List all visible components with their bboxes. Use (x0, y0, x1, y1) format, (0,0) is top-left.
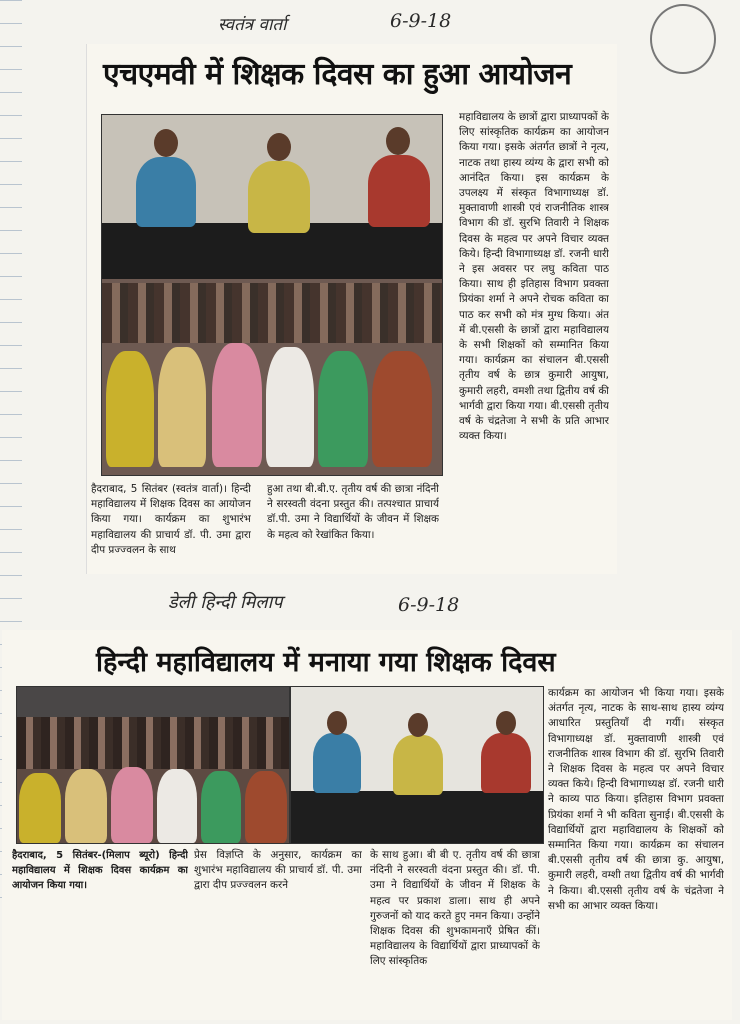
handwritten-date-2: 6-9-18 (398, 594, 460, 616)
clipping-2-col-4: कार्यक्रम का आयोजन भी किया गया। इसके अंतर्गत नृत्य, नाटक के साथ-साथ हास्य व्यंग्य आधारित प्रस्तुतियाँ दी गयीं। संस्कृत विभागाध्यक्ष डॉ. मुक्तावाणी शास्त्री एवं राजनीतिक शास्त्र विभाग की डॉ. सुरभि तिवारी ने शिक्षक दिवस के महत्व पर अपने विचार व्यक्त किये। हिन्दी विभागाध्यक्ष डॉ. रजनी धारी ने काव्य पाठ किया। इतिहास विभाग प्रवक्ता प्रियंका शर्मा ने भी कविता सुनाई। बी.एससी के विद्यार्थियों द्वारा महाविद्यालय के शिक्षकों को सम्मानित किया गया। कार्यक्रम का संचालन बी.एससी तृतीय वर्ष की छात्रा कु. आयुषा, कुमारी लहरी, वम्शी तथा द्वितीय वर्ष की भार्गवी ने किया। बी.एससी तृतीय वर्ष के चंद्रतेजा ने सभी का आभार व्यक्त किया। (548, 687, 724, 912)
clipping-1-col-left: हैदराबाद, 5 सितंबर (स्वतंत्र वार्ता)। हिन्दी महाविद्यालय में शिक्षक दिवस का आयोजन किया गया। कार्यक्रम का शुभारंभ महाविद्यालय की प्राचार्य डॉ. पी. उमा द्वारा दीप प्रज्ज्वलन के साथ (91, 483, 251, 556)
clipping-2-col-2: प्रेस विज्ञप्ति के अनुसार, कार्यक्रम का शुभारंभ महाविद्यालय की प्राचार्य डॉ. पी. उमा द्वारा दीप प्रज्ज्वलन करने (194, 849, 362, 892)
clipping-1-photo (101, 114, 443, 476)
hand-drawn-circle (650, 4, 716, 74)
clipping-2 (2, 630, 732, 1020)
clipping-1-col-right: महाविद्यालय के छात्रों द्वारा प्राध्यापकों के लिए सांस्कृतिक कार्यक्रम का आयोजन किया गया। इसके अंतर्गत छात्रों ने नृत्य, नाटक तथा हास्य व्यंग्य के द्वारा सभी को आनंदित किया। इस कार्यक्रम के उपलक्ष्य में संस्कृत विभागाध्यक्ष डॉ. मुक्तावाणी शास्त्री एवं राजनीतिक शास्त्र विभाग की डॉ. सुरभि तिवारी ने शिक्षक दिवस के महत्व पर अपने विचार व्यक्त किये। हिन्दी विभागाध्यक्ष डॉ. रजनी धारी ने इस अवसर पर लघु कविता पाठ किया। साथ ही इतिहास विभाग प्रवक्ता प्रियंका शर्मा ने अपने रोचक कविता का पाठ कर सभी को मंत्र मुग्ध किया। अंत में बी.एससी के छात्रों द्वारा महाविद्यालय के सभी शिक्षकों को सम्मानित किया गया। कार्यक्रम का संचालन बी.एससी तृतीय वर्ष के छात्र कुमारी आयुषा, कुमारी लहरी, वमशी तथा द्वितीय वर्ष की भार्गवी द्वारा किया गया। बी.एससी तृतीय वर्ष के चंद्रतेजा ने सभी के प्रति आभार व्यक्त किया। (459, 111, 609, 443)
clipping-2-col-3: के साथ हुआ। बी बी ए. तृतीय वर्ष की छात्रा नंदिनी ने सरस्वती वंदना प्रस्तुत की। डॉ. पी. उमा ने विद्यार्थियों के जीवन में शिक्षक के महत्व पर प्रकाश डाला। साथ ही अपने गुरुजनों को याद करते हुए नमन किया। उन्होंने शिक्षक दिवस की शुभकामनाएँ प्रेषित कीं। महाविद्यालय के विद्यार्थियों द्वारा प्राध्यापकों के लिए सांस्कृतिक (370, 849, 540, 968)
clipping-2-photo-audience (16, 686, 290, 844)
handwritten-source-2: डेली हिन्दी मिलाप (168, 592, 283, 613)
handwritten-date-1: 6-9-18 (390, 10, 452, 32)
clipping-1-col-mid: हुआ तथा बी.बी.ए. तृतीय वर्ष की छात्रा नंदिनी ने सरस्वती वंदना प्रस्तुत की। तत्पश्चात प्राचार्य डॉ.पी. उमा ने विद्यार्थियों के जीवन में शिक्षक के महत्व को रेखांकित किया। (267, 483, 439, 541)
clipping-2-photo-stage (290, 686, 544, 844)
clipping-2-col-1: हैदराबाद, 5 सितंबर-(मिलाप ब्यूरो) हिन्दी महाविद्यालय में शिक्षक दिवस कार्यक्रम का आयोजन किया गया। (12, 850, 188, 892)
clipping-1 (86, 44, 617, 574)
clipping-1-headline: एचएमवी में शिक्षक दिवस का हुआ आयोजन (103, 57, 572, 92)
clipping-2-headline: हिन्दी महाविद्यालय में मनाया गया शिक्षक दिवस (96, 647, 556, 678)
handwritten-source-1: स्वतंत्र वार्ता (218, 15, 287, 35)
